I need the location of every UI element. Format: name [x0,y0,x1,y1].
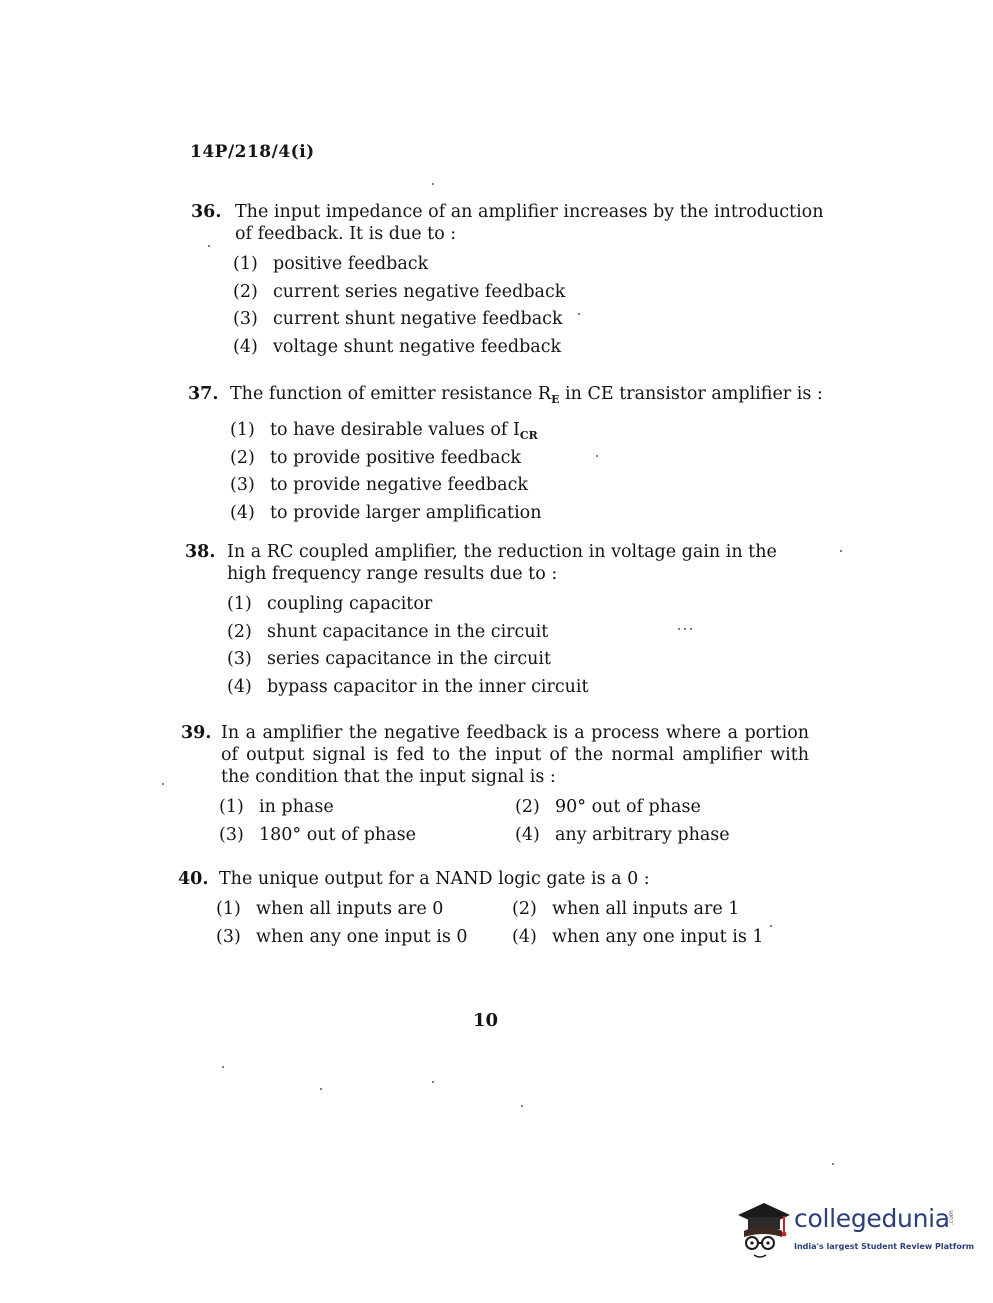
option: (4) bypass capacitor in the inner circuit [227,676,589,697]
question-37 [188,383,830,527]
question-number: 37. [188,384,219,404]
question-number: 38. [185,542,216,562]
collegedunia-logo [734,1195,975,1265]
question-36 [191,201,825,361]
option: (1) positive feedback [233,254,429,274]
option: (3) to provide negative feedback [230,475,528,495]
scan-speck [208,245,210,247]
option: (2) to provide positive feedback [230,447,522,468]
question-40 [178,868,812,951]
scan-speck [521,1105,523,1107]
scan-speck [432,1081,434,1083]
scan-speck [684,628,686,630]
scan-speck [162,783,164,785]
option: (1) coupling capacitor [227,594,433,614]
scan-speck [690,628,692,630]
scan-speck [596,455,598,457]
brand-tagline: India's largest Student Review Platform [794,1242,975,1251]
option: (2) shunt capacitance in the circuit [227,621,549,642]
scan-speck [222,1066,224,1068]
brand-name: collegedunia [794,1204,950,1233]
option: (1) to have desirable values of $I_{CR}$ [230,420,538,442]
scan-speck [770,925,772,927]
option: (4) to provide larger amplification [230,502,542,523]
option: (2) when all inputs are 1 [512,899,740,919]
scan-speck [578,313,580,315]
option: (3) series capacitance in the circuit [227,649,552,669]
scan-speck [320,1088,322,1090]
option: (2) 90° out of phase [515,797,701,817]
question-stem: The unique output for a NAND logic gate is a 0 : [219,869,650,889]
question-stem: In a amplifier the negative feedback is a process where a portion of output signal is fed to the input of the normal amplifier with the condition that the input signal is : [221,723,809,787]
brand-domain: .com [948,1210,955,1225]
paper-code: 14P/218/4(i) [190,142,315,162]
option: (3) 180° out of phase [219,824,416,845]
scan-speck [678,628,680,630]
question-number: 40. [178,869,209,889]
question-39 [181,722,815,849]
question-stem: The input impedance of an amplifier increases by the introduction of feedback. It is due to : [235,202,824,244]
option: (1) in phase [219,797,334,817]
question-38 [185,541,817,701]
option: (3) when any one input is 0 [216,926,468,947]
option: (3) current shunt negative feedback [233,309,563,329]
page-number: 10 [473,1010,499,1031]
option: (4) when any one input is 1 [512,926,764,947]
option: (4) any arbitrary phase [515,824,730,845]
option: (1) when all inputs are 0 [216,899,444,919]
option: (4) voltage shunt negative feedback [233,336,562,357]
scan-speck [840,550,842,552]
question-stem: In a RC coupled amplifier, the reduction in voltage gain in the high frequency range results due to : [227,542,777,584]
option: (2) current series negative feedback [233,281,566,302]
question-stem: The function of emitter resistance $R_E$ in CE transistor amplifier is : [230,384,823,406]
scan-speck [432,183,434,185]
scan-speck [832,1163,834,1165]
question-number: 39. [181,723,212,743]
mascot-graduation-icon [734,1195,794,1265]
question-number: 36. [191,202,222,222]
